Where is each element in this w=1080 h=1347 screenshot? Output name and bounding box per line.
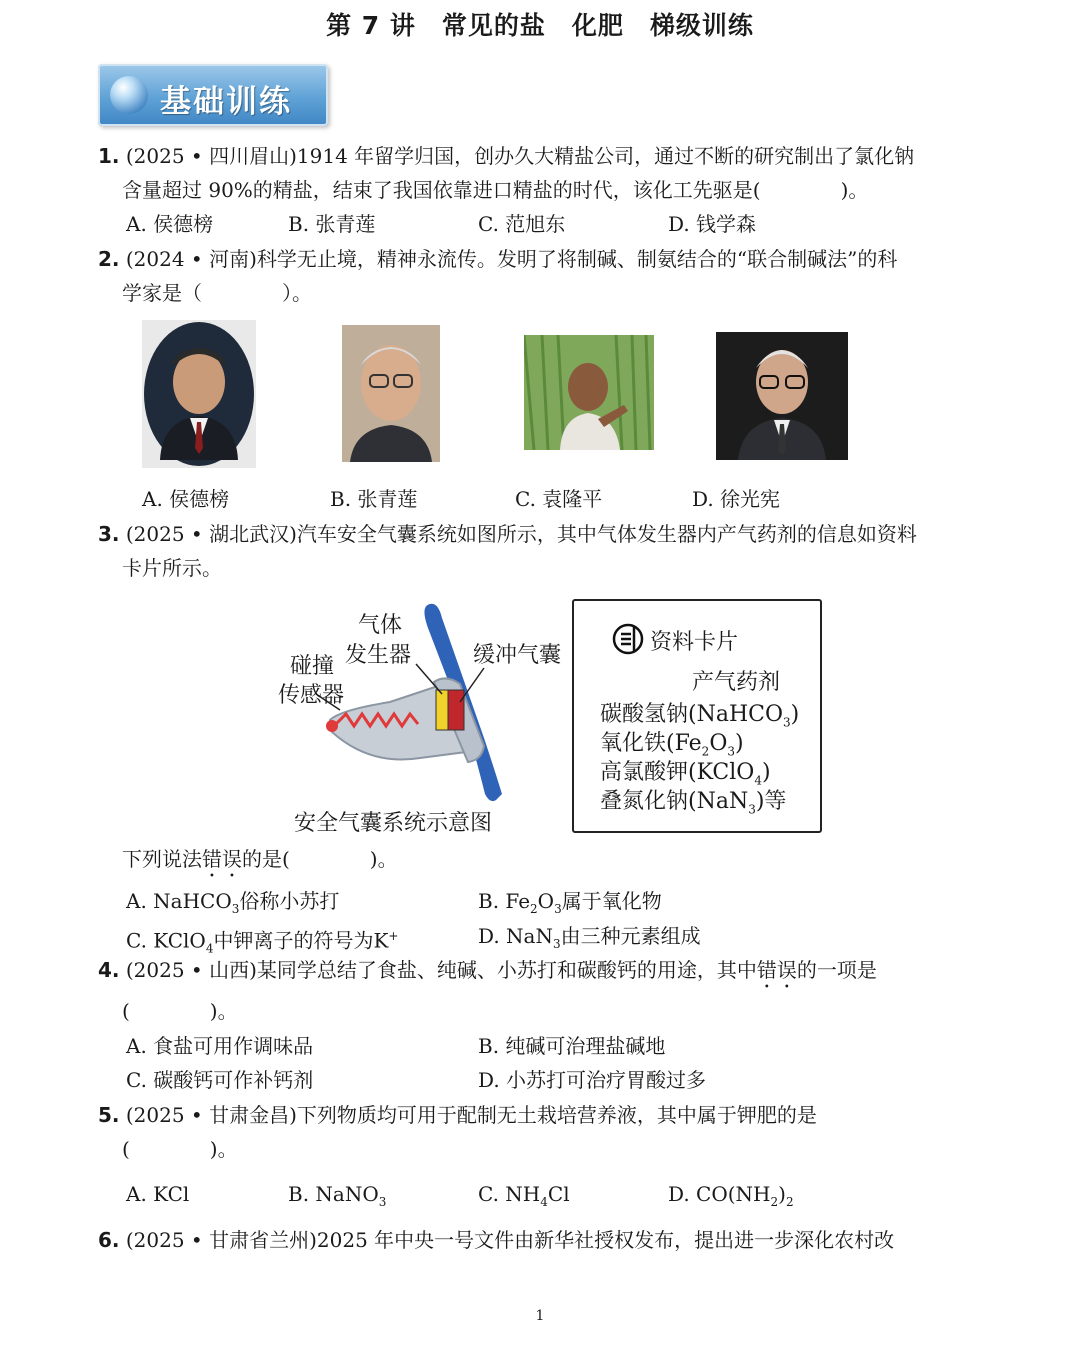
- option-text: 属于氧化物: [561, 889, 662, 913]
- subscript: 2: [770, 1195, 779, 1209]
- question-4-line-2: ( )。: [122, 999, 238, 1023]
- question-number: 1.: [98, 144, 120, 168]
- data-card: [572, 599, 822, 833]
- option-text: Cl: [547, 1182, 570, 1206]
- option-text: 由三种元素组成: [560, 924, 701, 948]
- water-drop-icon: [110, 76, 148, 114]
- question-number: 2.: [98, 247, 120, 271]
- question-number: 6.: [98, 1228, 120, 1252]
- option-text: D. CO(NH: [668, 1182, 771, 1206]
- question-2-text-1: (2024 • 河南)科学无止境，精神永流传。发明了将制碱、制氨结合的“联合制碱法”的科: [125, 247, 898, 271]
- option-text: O: [537, 889, 555, 913]
- option-text: C. NH: [478, 1182, 541, 1206]
- label-airbag: 缓冲气囊: [473, 643, 562, 668]
- subscript: 2: [785, 1195, 794, 1209]
- q3-option-c: [126, 924, 398, 961]
- superscript: +: [388, 929, 399, 943]
- question-6-line-1: [98, 1228, 894, 1252]
- q2-option-d: D. 徐光宪: [692, 487, 781, 511]
- question-5-text-1: (2025 • 甘肃金昌)下列物质均可用于配制无土栽培营养液，其中属于钾肥的是: [125, 1103, 817, 1127]
- question-number: 3.: [98, 522, 120, 546]
- question-4-text-1: (2025 • 山西)某同学总结了食盐、纯碱、小苏打和碳酸钙的用途，其中: [125, 958, 757, 982]
- option-text: C. KClO: [126, 928, 206, 953]
- card-item-3: 高氯酸钾(KClO$_4$): [600, 760, 771, 788]
- prompt-post: 的是( )。: [242, 847, 398, 871]
- label-sensor-1: 碰撞: [290, 654, 335, 679]
- diagram-caption: 安全气囊系统示意图: [294, 811, 493, 836]
- q4-option-c: C. 碳酸钙可作补钙剂: [126, 1068, 314, 1092]
- q5-option-d: [668, 1182, 794, 1214]
- q4-option-a: A. 食盐可用作调味品: [126, 1034, 314, 1058]
- question-4-text-2: 的一项是: [796, 958, 877, 982]
- section-title: 基础训练: [160, 84, 292, 120]
- question-1-line-1: [98, 144, 914, 168]
- label-gas-generator-1: 气体: [358, 613, 403, 638]
- option-d: D. 钱学森: [668, 212, 757, 236]
- portrait-photo-d: [716, 332, 848, 460]
- option-a: A. 侯德榜: [126, 212, 214, 236]
- option-text: A. NaHCO: [126, 889, 232, 913]
- prompt-pre: 下列说法: [122, 847, 202, 871]
- subscript: 4: [540, 1195, 548, 1209]
- emphasis-word: 错误: [202, 847, 242, 871]
- option-text: 中钾离子的符号为K: [213, 928, 389, 953]
- q2-option-c: C. 袁隆平: [515, 487, 603, 511]
- document-icon: [612, 623, 644, 655]
- page-title: 第 7 讲 常见的盐 化肥 梯级训练: [326, 11, 754, 40]
- q3-option-d: [478, 924, 701, 956]
- section-banner: [98, 64, 328, 126]
- card-item-4-end: )等: [755, 789, 787, 814]
- subscript: 3: [552, 937, 561, 951]
- card-item-2-text-b: O: [709, 731, 728, 756]
- airbag-diagram: [270, 598, 575, 843]
- card-item-1: 碳酸氢钠(NaHCO$_3$): [600, 702, 800, 730]
- card-item-4-text: 叠氮化钠(NaN: [600, 789, 749, 814]
- question-3-line-1: [98, 522, 917, 546]
- question-6-text-1: (2025 • 甘肃省兰州)2025 年中央一号文件由新华社授权发布，提出进一步深化农村改: [125, 1228, 895, 1252]
- q2-option-a: A. 侯德榜: [142, 487, 230, 511]
- portrait-photo-c: [524, 335, 654, 450]
- question-5-line-1: [98, 1103, 817, 1127]
- q2-option-b: B. 张青莲: [330, 487, 418, 511]
- option-text: A. KCl: [126, 1182, 190, 1206]
- q5-option-b: [288, 1182, 386, 1214]
- label-gas-generator-2: 发生器: [345, 643, 412, 668]
- q4-option-d: D. 小苏打可治疗胃酸过多: [478, 1068, 707, 1092]
- emphasis-word: 错误: [756, 958, 797, 982]
- question-2-line-2: 学家是（ ）。: [122, 281, 312, 305]
- subscript: 3: [783, 715, 791, 730]
- q3-option-a: [126, 889, 339, 921]
- label-sensor-2: 传感器: [278, 683, 345, 708]
- card-item-2: 氧化铁$(Fe_2O_3)$: [600, 731, 744, 759]
- question-number: 5.: [98, 1103, 120, 1127]
- card-item-4: [600, 784, 786, 816]
- q5-option-c: [478, 1182, 570, 1214]
- subscript: 3: [748, 802, 756, 817]
- card-heading: 资料卡片: [650, 630, 739, 655]
- option-text: B. NaNO: [288, 1182, 379, 1206]
- subscript: 4: [205, 941, 214, 956]
- option-text: B. Fe: [478, 889, 531, 913]
- subscript: 3: [231, 902, 240, 916]
- card-item-1-text: 碳酸氢钠(NaHCO: [600, 702, 784, 727]
- option-text: ): [778, 1182, 786, 1206]
- question-4-line-1: [98, 958, 877, 993]
- q5-option-a: [126, 1182, 189, 1206]
- question-number: 4.: [98, 958, 120, 982]
- subscript: 2: [530, 902, 538, 916]
- question-3-line-2: 卡片所示。: [122, 556, 222, 580]
- question-1-line-2: 含量超过 90%的精盐，结束了我国依靠进口精盐的时代，该化工先驱是( )。: [122, 178, 869, 202]
- card-item-2-text: 氧化铁(Fe: [600, 731, 702, 756]
- portrait-photo-a: [142, 320, 256, 468]
- question-5-line-2: ( )。: [122, 1137, 238, 1161]
- card-subheading: 产气药剂: [692, 670, 781, 695]
- subscript: 4: [754, 773, 762, 788]
- subscript: 2: [701, 744, 710, 759]
- subscript: 3: [727, 744, 735, 759]
- question-3-prompt: [122, 847, 398, 882]
- option-c: C. 范旭东: [478, 212, 566, 236]
- portrait-photo-b: [342, 325, 440, 462]
- question-3-text-1: (2025 • 湖北武汉)汽车安全气囊系统如图所示，其中气体发生器内产气药剂的信息如资料: [125, 522, 917, 546]
- card-item-3-text: 高氯酸钾(KClO: [600, 760, 755, 785]
- subscript: 3: [554, 902, 562, 916]
- option-text: 俗称小苏打: [239, 889, 340, 913]
- q4-option-b: B. 纯碱可治理盐碱地: [478, 1034, 666, 1058]
- option-b: B. 张青莲: [288, 212, 376, 236]
- question-1-text-1: (2025 • 四川眉山)1914 年留学归国，创办久大精盐公司，通过不断的研究制出了氯化钠: [125, 144, 915, 168]
- question-2-line-1: [98, 247, 897, 271]
- page-number: 1: [535, 1308, 545, 1324]
- subscript: 3: [378, 1195, 387, 1209]
- q3-option-b: [478, 889, 662, 921]
- option-text: D. NaN: [478, 924, 553, 948]
